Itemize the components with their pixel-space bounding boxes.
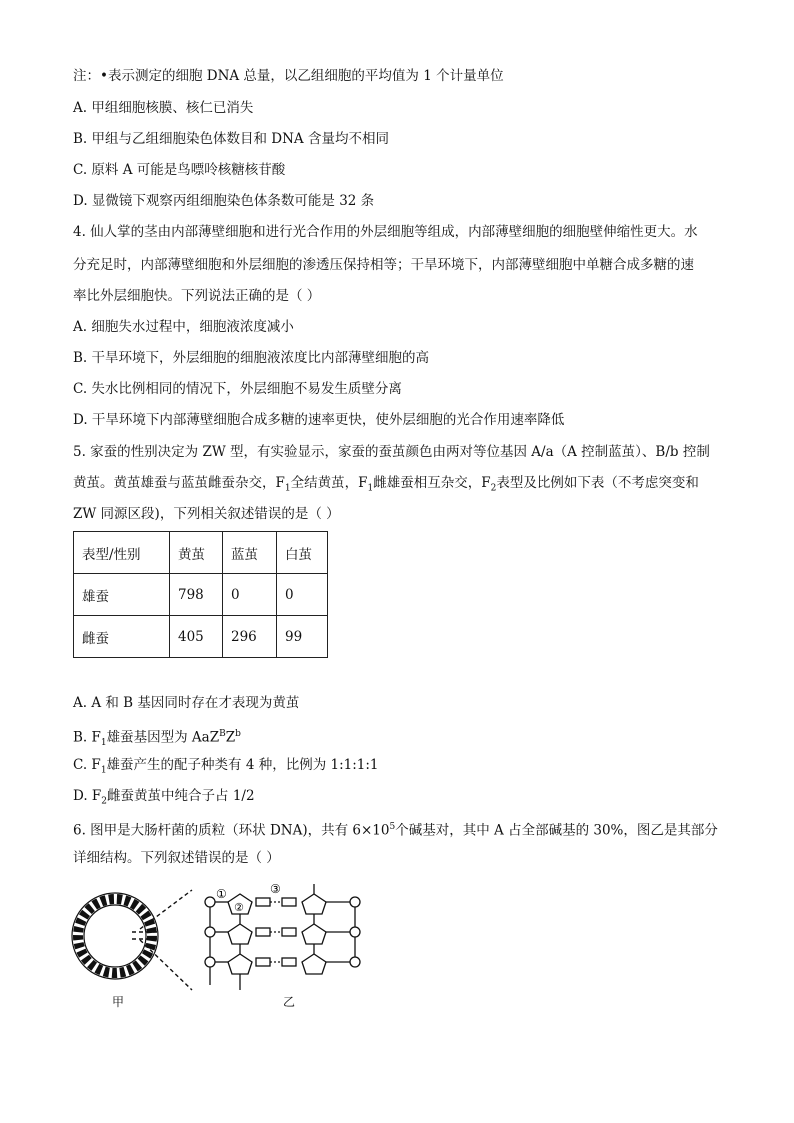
text-segment: 雄蚕产生的配子种类有 4 种，比例为 1:1:1:1 xyxy=(106,757,379,773)
dna-detail xyxy=(205,884,360,990)
q5-option-a: A. A 和 B 基因同时存在才表现为黄茧 xyxy=(73,695,300,711)
text-segment: 6. 图甲是大肠杆菌的质粒（环状 DNA)，共有 6×10 xyxy=(73,822,390,839)
q4-stem-line3: 率比外层细胞快。下列说法正确的是（ ） xyxy=(73,288,321,304)
text-segment: C. F xyxy=(73,757,101,773)
table-header-cell: 蓝茧 xyxy=(223,532,277,574)
plasmid-ring xyxy=(72,893,158,979)
subscript: 1 xyxy=(284,483,291,494)
q4-option-d: D. 干旱环境下内部薄壁细胞合成多糖的速率更快，使外层细胞的光合作用速率降低 xyxy=(73,412,565,428)
table-cell: 405 xyxy=(170,616,223,658)
q3-option-b: B. 甲组与乙组细胞染色体数目和 DNA 含量均不相同 xyxy=(73,131,389,147)
table-cell: 雌蚕 xyxy=(74,616,170,658)
subscript: 1 xyxy=(100,738,107,749)
zoom-lines xyxy=(132,890,192,990)
q5-stem-line2 xyxy=(73,474,699,498)
q4-option-b: B. 干旱环境下，外层细胞的细胞液浓度比内部薄壁细胞的高 xyxy=(73,350,430,366)
table-row xyxy=(74,574,328,616)
table-cell: 0 xyxy=(223,574,277,616)
q3-option-c: C. 原料 A 可能是鸟嘌呤核糖核苷酸 xyxy=(73,162,286,178)
q5-stem-seg4: 表型及比例如下表（不考虑突变和 xyxy=(496,475,699,491)
subscript: 1 xyxy=(100,765,107,776)
subscript: 2 xyxy=(490,483,497,494)
table-header-cell: 白茧 xyxy=(277,532,328,574)
table-cell: 0 xyxy=(277,574,328,616)
q6-stem-line1 xyxy=(73,818,718,840)
text-segment: B. F xyxy=(73,729,101,746)
q4-stem-line2: 分充足时，内部薄壁细胞和外层细胞的渗透压保持相等；干旱环境下，内部薄壁细胞中单糖合成多糖的速 xyxy=(73,257,694,273)
marker-1: ① xyxy=(216,887,227,901)
figure-label-yi: 乙 xyxy=(283,995,296,1009)
subscript: 1 xyxy=(367,483,374,494)
figure-label-jia: 甲 xyxy=(112,995,125,1009)
superscript: b xyxy=(235,729,241,739)
q5-stem-seg2: 全结黄茧，F xyxy=(290,475,368,491)
table-header-cell: 黄茧 xyxy=(170,532,223,574)
q5-option-c xyxy=(73,756,379,780)
note-text: 注：•表示测定的细胞 DNA 总量，以乙组细胞的平均值为 1 个计量单位 xyxy=(73,68,504,84)
table-cell: 296 xyxy=(223,616,277,658)
q5-stem-line3: ZW 同源区段)，下列相关叙述错误的是（ ） xyxy=(73,506,340,522)
text-segment: 雌蚕黄茧中纯合子占 1/2 xyxy=(107,788,255,804)
superscript: 5 xyxy=(389,822,396,832)
q4-option-c: C. 失水比例相同的情况下，外层细胞不易发生质壁分离 xyxy=(73,381,402,397)
table-row xyxy=(74,616,328,658)
subscript: 2 xyxy=(101,796,108,807)
q5-stem-seg1: 黄茧。黄茧雄蚕与蓝茧雌蚕杂交，F xyxy=(73,475,285,491)
text-segment: 雄蚕基因型为 AaZ xyxy=(106,729,220,746)
q4-stem-line1: 4. 仙人掌的茎由内部薄壁细胞和进行光合作用的外层细胞等组成，内部薄壁细胞的细胞壁伸缩性更大。水 xyxy=(73,224,698,240)
table-cell: 99 xyxy=(277,616,328,658)
phenotype-table xyxy=(73,531,328,658)
q3-option-d: D. 显微镜下观察丙组细胞染色体条数可能是 32 条 xyxy=(73,193,375,209)
table-header-cell: 表型/性别 xyxy=(74,532,170,574)
q3-option-a: A. 甲组细胞核膜、核仁已消失 xyxy=(73,100,254,116)
text-segment: Z xyxy=(225,729,236,746)
q5-option-d xyxy=(73,787,255,811)
marker-2: ② xyxy=(234,901,244,914)
q5-option-b xyxy=(73,725,241,752)
table-header-row xyxy=(74,532,328,574)
q5-stem-line1: 5. 家蚕的性别决定为 ZW 型，有实验显示，家蚕的蚕茧颜色由两对等位基因 A/a（A 控制蓝茧）、B/b 控制 xyxy=(73,444,710,460)
q5-stem-seg3: 雌雄蚕相互杂交，F xyxy=(373,475,491,491)
text-segment: D. F xyxy=(73,788,102,804)
table-cell: 798 xyxy=(170,574,223,616)
q6-stem-line2: 详细结构。下列叙述错误的是（ ） xyxy=(73,850,280,866)
marker-3: ③ xyxy=(270,882,281,896)
superscript: B xyxy=(219,729,226,739)
text-segment: 个碱基对，其中 A 占全部碱基的 30%，图乙是其部分 xyxy=(395,822,718,839)
table-cell: 雄蚕 xyxy=(74,574,170,616)
q4-option-a: A. 细胞失水过程中，细胞液浓度减小 xyxy=(73,319,294,335)
